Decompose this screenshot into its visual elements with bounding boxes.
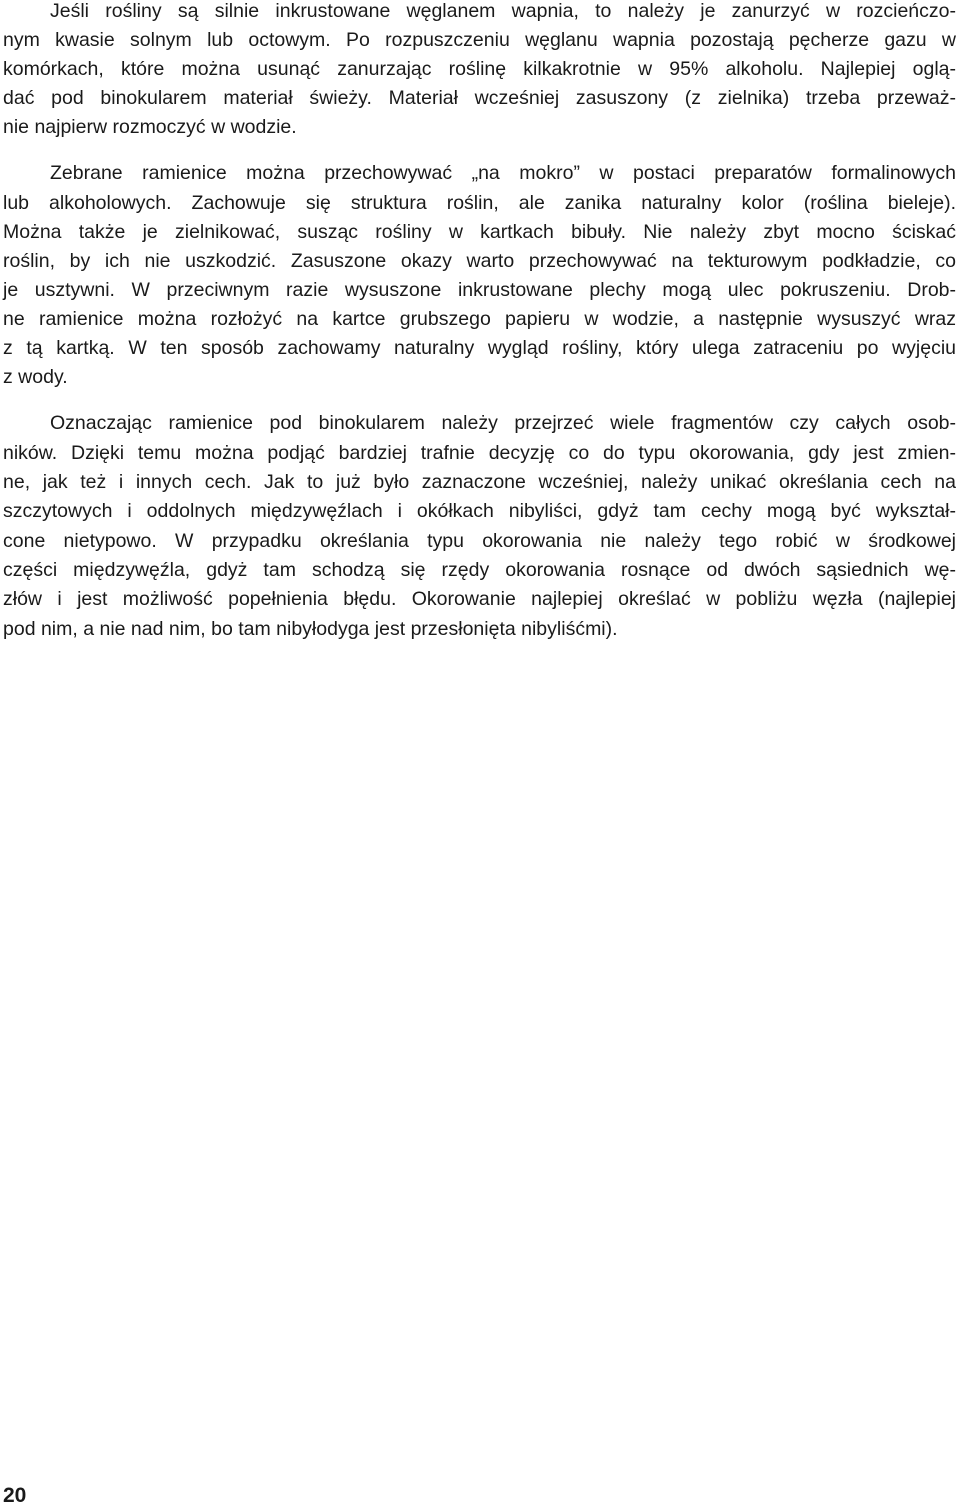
text-line: Oznaczając ramienice pod binokularem należy przejrzeć wiele fragmentów czy całych osob- — [50, 412, 956, 434]
text-line: lub alkoholowych. Zachowuje się struktura roślin, ale zanika naturalny kolor (roślina bieleje). — [3, 192, 956, 214]
text-line: ne, jak też i innych cech. Jak to już było zaznaczone wcześniej, należy unikać określania cech na — [3, 471, 956, 493]
text-line: szczytowych i oddolnych międzywęźlach i okółkach nibyliści, gdyż tam cechy mogą być wykształ- — [3, 500, 956, 522]
text-line: części międzywęźla, gdyż tam schodzą się rzędy okorowania rosnące od dwóch sąsiednich wę- — [3, 559, 956, 581]
text-line: Jeśli rośliny są silnie inkrustowane węglanem wapnia, to należy je zanurzyć w rozcieńczo- — [50, 0, 956, 22]
text-line: je usztywni. W przeciwnym razie wysuszone inkrustowane plechy mogą ulec pokruszeniu. Drob- — [3, 279, 956, 301]
text-line: Zebrane ramienice można przechowywać „na mokro” w postaci preparatów formalinowych — [50, 162, 956, 184]
text-line: dać pod binokularem materiał świeży. Materiał wcześniej zasuszony (z zielnika) trzeba przeważ- — [3, 87, 956, 109]
text-line: z wody. — [3, 366, 68, 388]
text-line: złów i jest możliwość popełnienia błędu. Okorowanie najlepiej określać w pobliżu węzła (najlepiej — [3, 588, 956, 610]
text-line: Można także je zielnikować, susząc rośliny w kartkach bibuły. Nie należy zbyt mocno ściskać — [3, 221, 956, 243]
text-line: ne ramienice można rozłożyć na kartce grubszego papieru w wodzie, a następnie wysuszyć wraz — [3, 308, 956, 330]
text-line: cone nietypowo. W przypadku określania typu okorowania nie należy tego robić w środkowej — [3, 530, 956, 552]
text-line: nym kwasie solnym lub octowym. Po rozpuszczeniu węglanu wapnia pozostają pęcherze gazu w — [3, 29, 956, 51]
text-line: z tą kartką. W ten sposób zachowamy naturalny wygląd rośliny, który ulega zatraceniu po wyjęciu — [3, 337, 956, 359]
text-line: ników. Dzięki temu można podjąć bardziej trafnie decyzję co do typu okorowania, gdy jest zmien- — [3, 442, 956, 464]
text-line: pod nim, a nie nad nim, bo tam nibyłodyga jest przesłonięta nibyliśćmi). — [3, 618, 618, 640]
page-number: 20 — [3, 1484, 27, 1507]
text-line: nie najpierw rozmoczyć w wodzie. — [3, 116, 297, 138]
text-line: roślin, by ich nie uszkodzić. Zasuszone okazy warto przechowywać na tekturowym podkładzie, co — [3, 250, 956, 272]
text-line: komórkach, które można usunąć zanurzając roślinę kilkakrotnie w 95% alkoholu. Najlepiej oglą- — [3, 58, 956, 80]
